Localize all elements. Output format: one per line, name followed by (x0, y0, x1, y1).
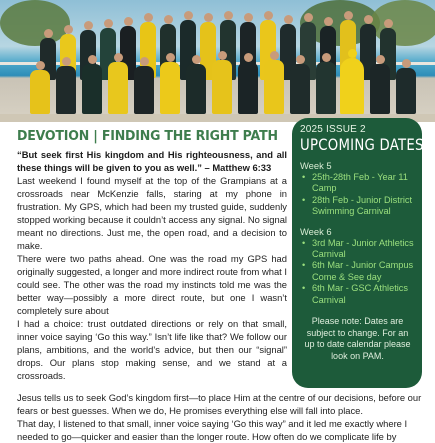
devotion-paragraph-4: Jesus tells us to seek God’s kingdom first—to place Him at the centre of our decisions, before our fears or best guesses. When we do, He promises everything else will fall into place. (17, 392, 422, 416)
week-label: Week 5 (300, 160, 332, 171)
event-list (300, 172, 415, 218)
devotion-paragraph-1: Last weekend I found myself at the top of the Grampians at a crossroads near McKenzie falls, staring at my phone in frustration. My GPS, which had been my trusted guide, suddenly stopped working because it couldn’t access any signal. No signal meant no directions. Just me, the open road, and a decision to make. (17, 175, 287, 251)
issue-label: 2025 ISSUE 2 (300, 124, 366, 135)
event-item: • 6th Mar - Junior Campus Come & See day (302, 260, 414, 282)
bullet-icon: • (302, 283, 306, 294)
event-item: • 3rd Mar - Junior Athletics Carnival (302, 237, 414, 260)
week-label: Week 6 (300, 225, 332, 237)
bullet-icon: • (302, 194, 306, 205)
scripture-quote: “But seek first His kingdom and His righteousness, and all these things will be given to you as well.” – Matthew 6:33 (17, 149, 287, 173)
event-item: • 6th Mar - GSC Athletics Carnival (302, 283, 408, 305)
bullet-icon: • (302, 260, 306, 271)
upcoming-dates-panel (292, 118, 422, 388)
devotion-heading: DEVOTION | FINDING THE RIGHT PATH (17, 128, 278, 144)
devotion-continuation (17, 391, 425, 443)
devotion-article (17, 128, 287, 382)
devotion-paragraph-5: That day, I listened to that small, inner voice saying ‘Go this way” and it led me exactly where I needed to go—quicker and easier than the longer route. How often do we complicate life by (17, 418, 408, 442)
bullet-icon: • (302, 237, 306, 248)
event-list (300, 238, 415, 306)
upcoming-dates-title: UPCOMING DATES (300, 135, 424, 154)
event-item: • 25th-28th Feb - Year 11 Camp (302, 172, 408, 194)
event-item: • 28th Feb - Junior District Swimming Carnival (302, 194, 413, 217)
bullet-icon: • (302, 172, 306, 182)
dates-disclaimer: Please note: Dates are subject to change. For an up to date calendar please look on PAM. (304, 316, 411, 361)
devotion-paragraph-2: There were two paths ahead. One was the road my GPS had originally suggested, a longer and more indirect route from what I could see. The other was the road my instincts told me was the better way—possibly a more direct route, but one I wasn’t completely sure about (17, 253, 287, 316)
group-photo (0, 0, 435, 122)
devotion-paragraph-3: I had a choice: trust outdated directions or rely on that small, inner voice saying ‘Go this way.” Isn’t life like that? We follow our plans, ambitions, and the world’s advice, but then our “signal” drops. Our plans stop making sense, and we stand at a crossroads. (17, 318, 287, 381)
